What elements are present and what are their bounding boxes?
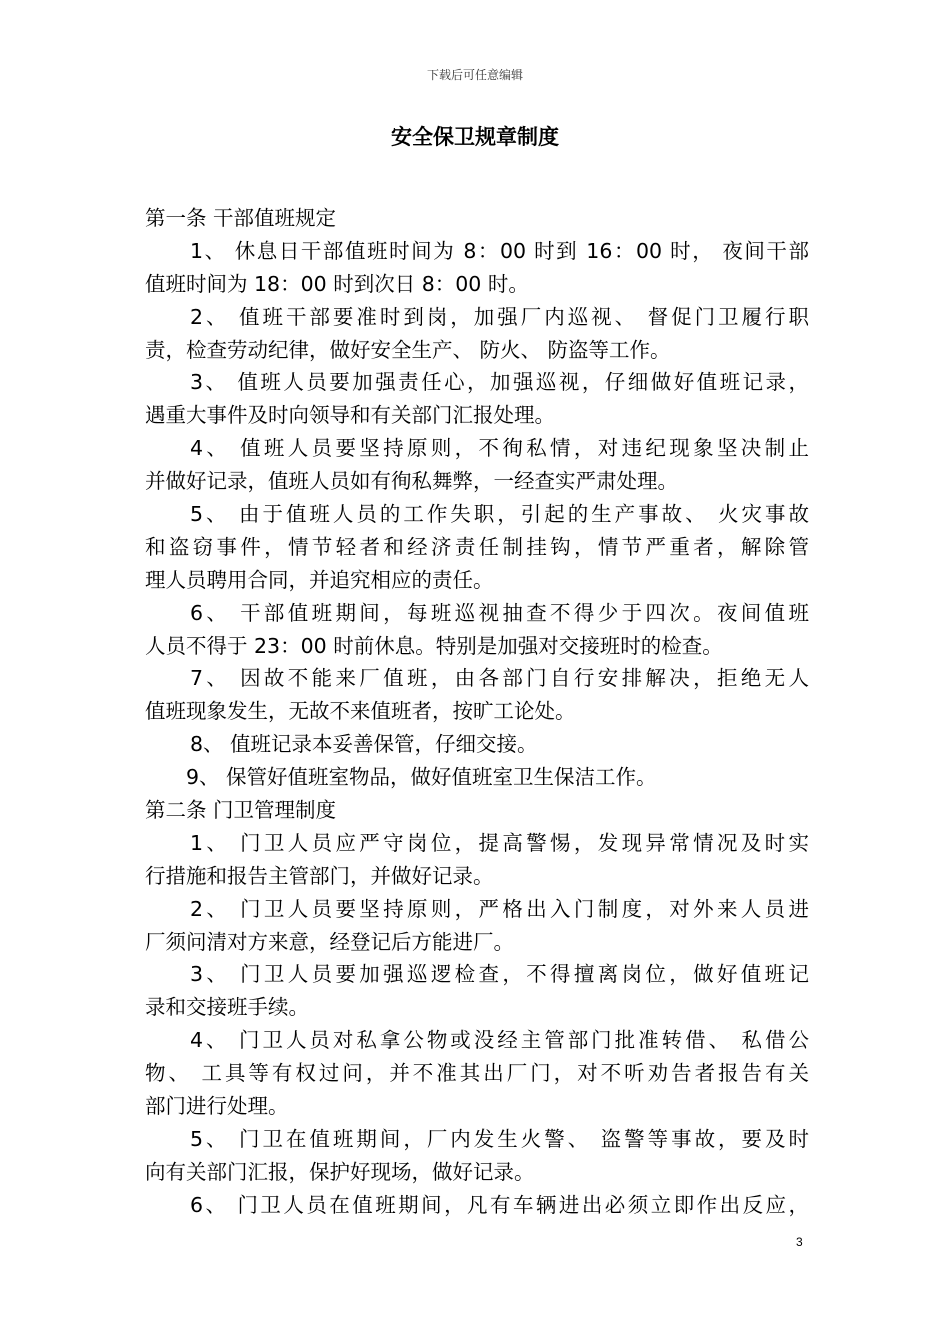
body-text-line: 第一条 干部值班规定 <box>145 206 337 230</box>
body-text-line: 向有关部门汇报，保护好现场，做好记录。 <box>145 1159 535 1184</box>
body-text-line: 1、 休息日干部值班时间为 8：00 时到 16：00 时， 夜间干部 <box>190 238 809 263</box>
body-text-line: 责，检查劳动纪律，做好安全生产、 防火、 防盗等工作。 <box>145 337 671 362</box>
document-body <box>145 202 809 1222</box>
body-text-line: 3、 值班人员要加强责任心，加强巡视，仔细做好值班记录， <box>190 370 809 395</box>
body-text-line: 值班现象发生，无故不来值班者，按旷工论处。 <box>145 699 576 724</box>
body-text-line: 遇重大事件及时向领导和有关部门汇报处理。 <box>145 403 555 428</box>
body-text-line: 理人员聘用合同，并追究相应的责任。 <box>145 567 494 592</box>
body-text-line: 厂须问清对方来意，经登记后方能进厂。 <box>145 929 514 954</box>
body-text-line: 物、 工具等有权过问，并不准其出厂门，对不听劝告者报告有关 <box>145 1061 809 1086</box>
page-header-note: 下载后可任意编辑 <box>426 68 523 82</box>
body-text-line: 7、 因故不能来厂值班，由各部门自行安排解决，拒绝无人 <box>190 666 809 691</box>
body-text-line: 6、 门卫人员在值班期间，凡有车辆进出必须立即作出反应， <box>190 1192 809 1217</box>
document-title: 安全保卫规章制度 <box>391 125 559 149</box>
body-text-line: 人员不得于 23：00 时前休息。特别是加强对交接班时的检查。 <box>145 633 723 658</box>
body-text-line: 4、 门卫人员对私拿公物或没经主管部门批准转借、 私借公 <box>190 1028 809 1053</box>
body-text-line: 2、 门卫人员要坚持原则，严格出入门制度，对外来人员进 <box>190 896 809 921</box>
body-text-line: 3、 门卫人员要加强巡逻检查，不得擅离岗位，做好值班记 <box>190 962 809 987</box>
body-text-line: 值班时间为 18：00 时到次日 8：00 时。 <box>145 271 529 296</box>
body-text-line: 并做好记录，值班人员如有徇私舞弊，一经查实严肃处理。 <box>145 469 678 494</box>
body-text-line: 5、 由于值班人员的工作失职，引起的生产事故、 火灾事故 <box>190 502 809 527</box>
body-text-line: 8、 值班记录本妥善保管，仔细交接。 <box>190 732 538 757</box>
body-text-line: 5、 门卫在值班期间，厂内发生火警、 盗警等事故，要及时 <box>190 1126 809 1151</box>
body-text-line: 第二条 门卫管理制度 <box>145 798 337 823</box>
body-text-line: 1、 门卫人员应严守岗位，提高警惕，发现异常情况及时实 <box>190 830 809 855</box>
body-text-line: 部门进行处理。 <box>145 1094 289 1119</box>
body-text-line: 9、 保管好值班室物品，做好值班室卫生保洁工作。 <box>186 765 657 790</box>
body-text-line: 和盗窃事件，情节轻者和经济责任制挂钩，情节严重者，解除管 <box>145 534 809 559</box>
page-number: 3 <box>796 1235 803 1249</box>
body-text-line: 6、 干部值班期间，每班巡视抽查不得少于四次。夜间值班 <box>190 600 809 625</box>
body-text-line: 4、 值班人员要坚持原则，不徇私情，对违纪现象坚决制止 <box>190 436 809 461</box>
body-text-line: 2、 值班干部要准时到岗，加强厂内巡视、 督促门卫履行职 <box>190 304 809 329</box>
body-text-line: 行措施和报告主管部门，并做好记录。 <box>145 863 494 888</box>
body-text-line: 录和交接班手续。 <box>145 995 309 1020</box>
